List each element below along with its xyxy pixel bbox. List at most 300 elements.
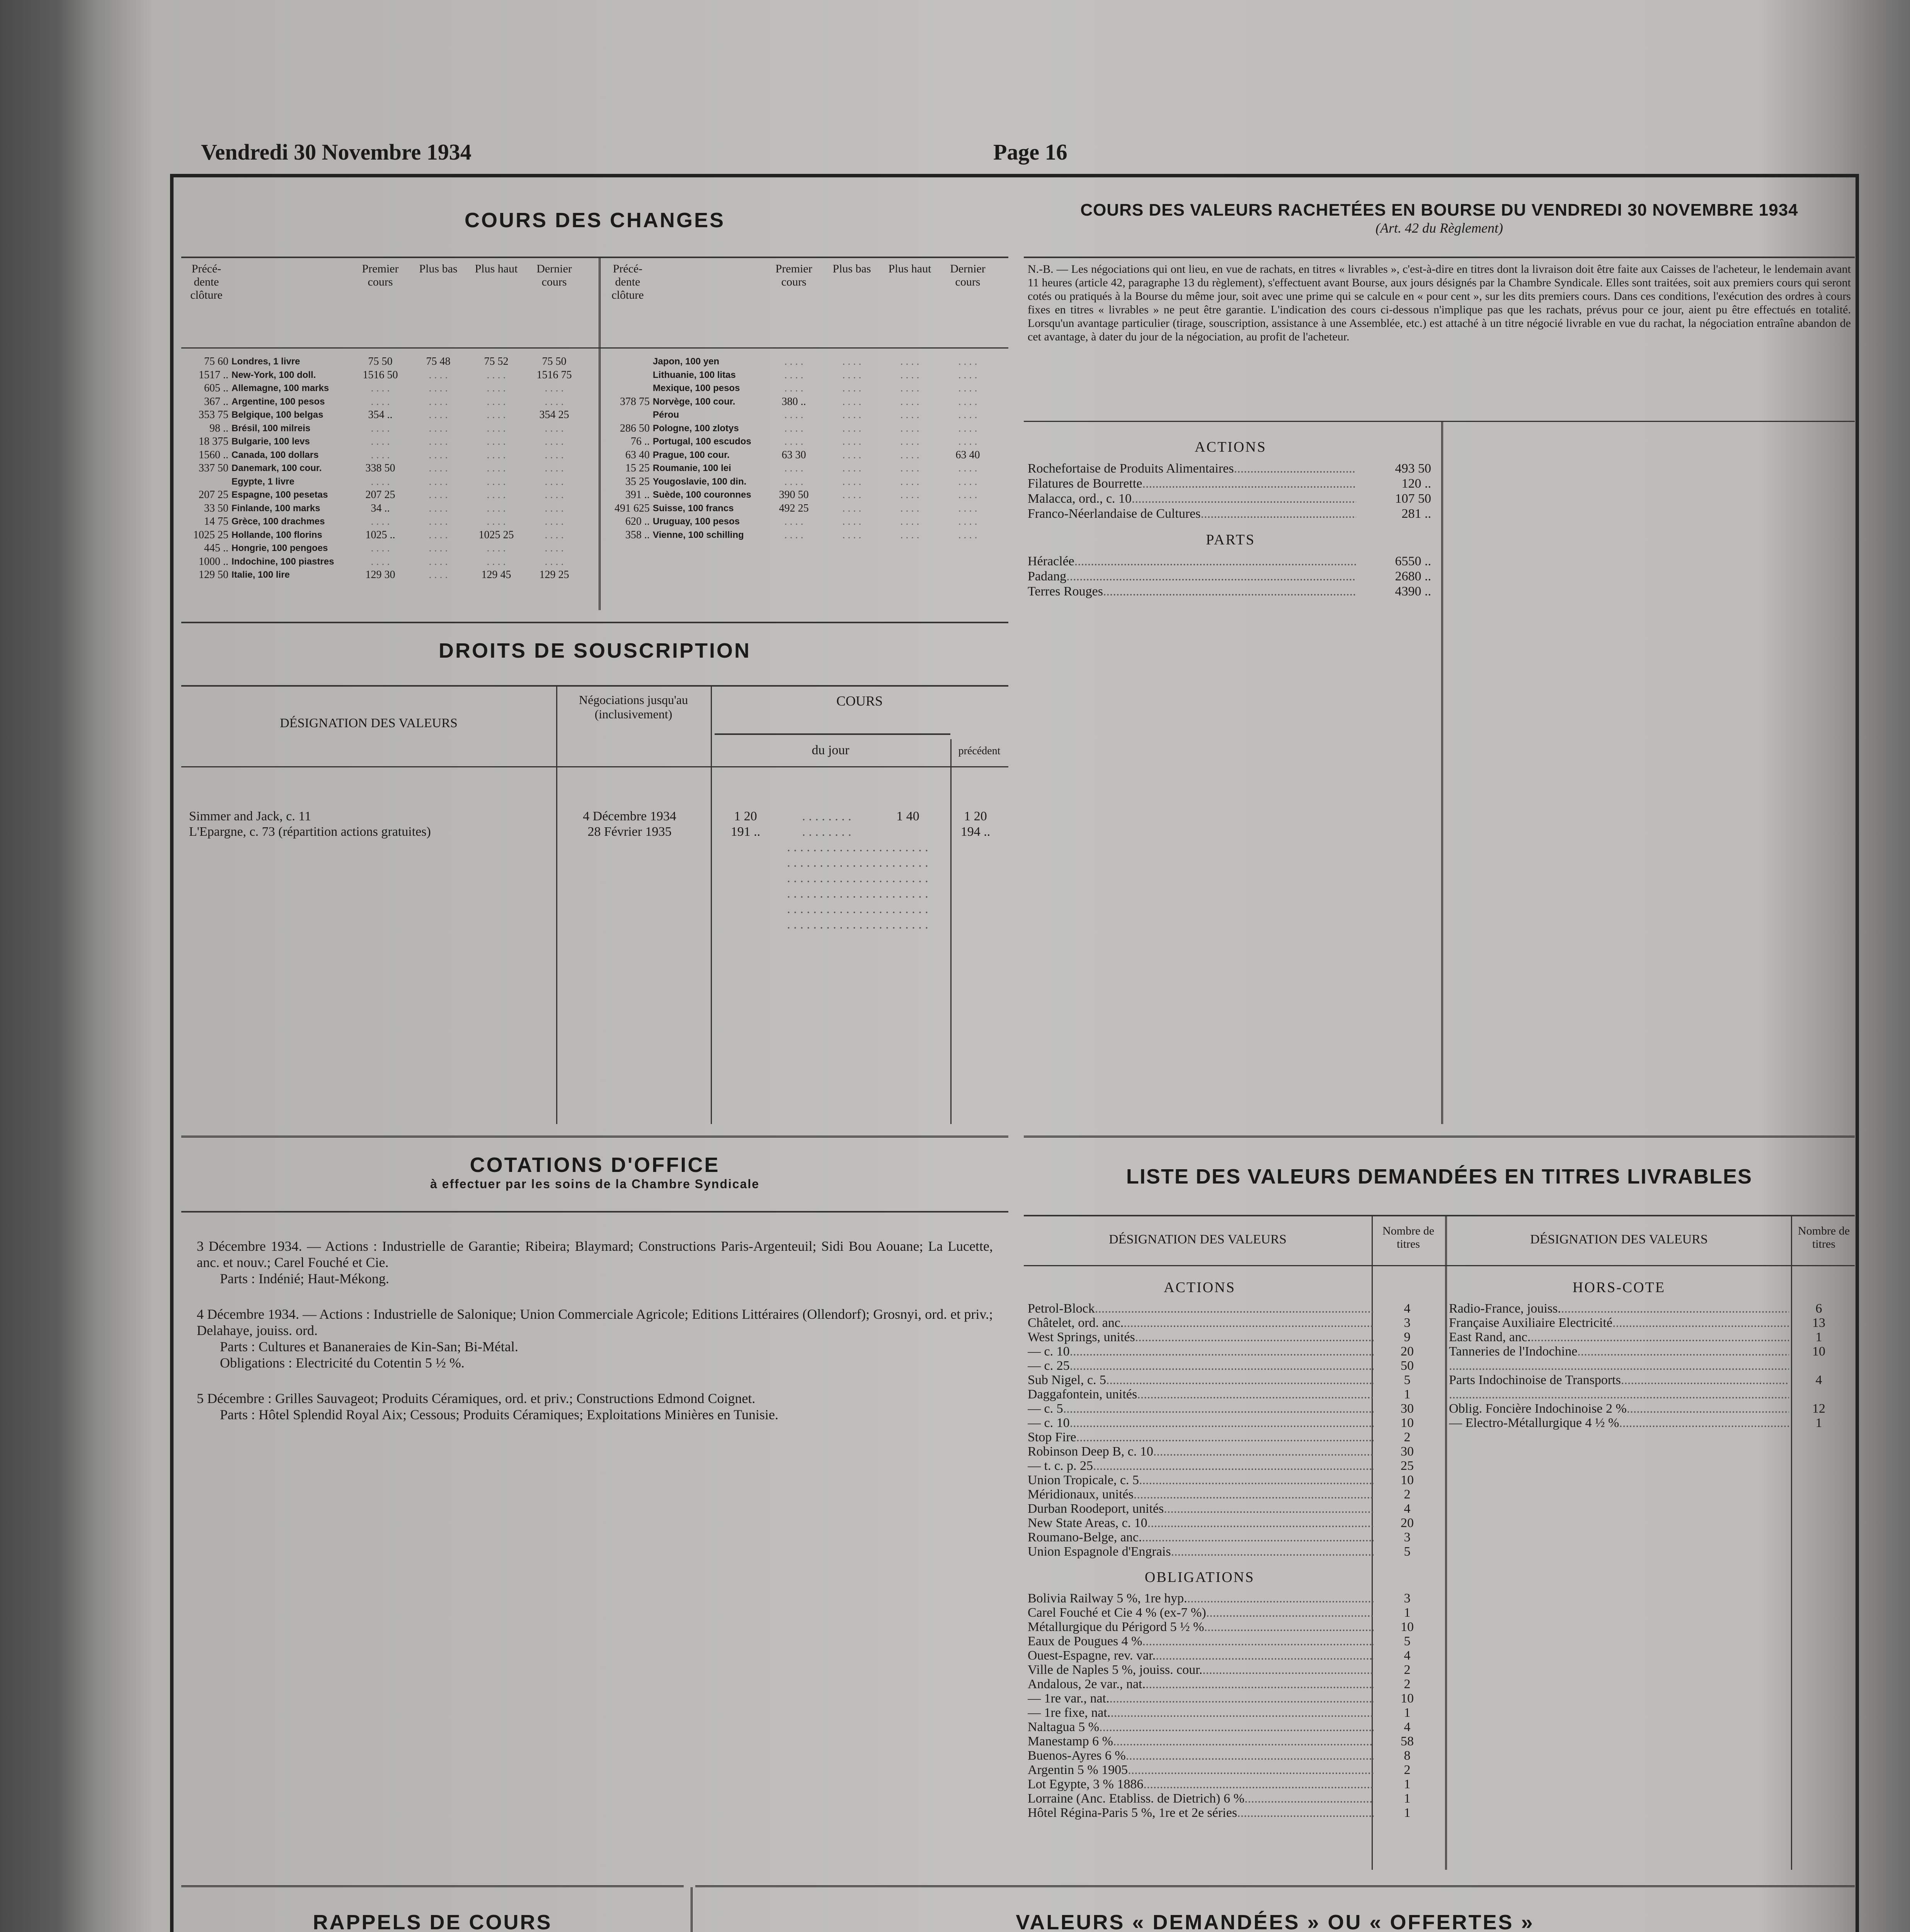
col-low: Plus bas [419,262,458,275]
leader-dots [1171,1544,1374,1559]
livrable-row [1028,1530,1443,1544]
rachetee-row [1028,554,1433,569]
rachetee-row [1028,461,1433,476]
leader-dots [1137,1387,1374,1401]
item-value: 2680 .. [1395,569,1431,583]
item-value: 50 [1401,1359,1414,1373]
item-label: — c. 25 [1028,1359,1070,1373]
rate-value: . . . . [487,502,506,514]
exchange-row [181,408,595,422]
item-value: 2 [1404,1487,1411,1502]
rate-value: . . . . [842,449,861,461]
cotation-head: 5 Décembre : Grilles Sauvageot; Produits Céramiques, ord. et priv.; Constructions Edmond Coignet. [197,1391,756,1406]
rate-value: . . . . [900,502,919,514]
currency-name: Uruguay, 100 pesos [653,516,740,527]
rate-value: . . . . [842,435,861,447]
prev-close: 33 50 [204,502,228,514]
rate-value: 354 25 [539,409,569,421]
item-label: — 1re var., nat. [1028,1691,1110,1706]
item-value: 107 50 [1395,492,1431,506]
item-value: 3 [1404,1530,1411,1544]
rachetee-row [1028,476,1433,491]
item-value: 5 [1404,1544,1411,1559]
rachetee-row [1028,491,1433,506]
leader-dots [1627,1401,1789,1416]
item-label: Rochefortaise de Produits Alimentaires [1028,461,1234,476]
rate-value: 75 48 [426,355,451,367]
rate-value: 75 50 [368,355,393,367]
rate-value: . . . . [429,489,448,501]
item-value: 30 [1401,1444,1414,1459]
exchange-row [603,475,1004,489]
prev-close: 18 375 [199,435,228,447]
prev-close: 15 25 [625,462,650,474]
leader-dots [1135,1330,1374,1344]
rate-value: . . . . [371,435,390,447]
rate-value: . . . . [842,395,861,408]
livrable-row [1449,1344,1851,1359]
item-label: Union Espagnole d'Engrais [1028,1544,1171,1559]
rate-value: . . . . [487,542,506,554]
rachetee-row [1028,569,1433,584]
rate-value: . . . . [429,515,448,527]
livrable-row [1028,1301,1443,1316]
item-label: — t. c. p. 25 [1028,1459,1093,1473]
livrable-row [1449,1416,1851,1430]
item-value: 1 [1404,1706,1411,1720]
item-label: Daggafontein, unités [1028,1387,1137,1401]
rate-value: 75 52 [484,355,509,367]
leader-dots [1066,569,1356,584]
header-page-number: Page 16 [993,139,1067,165]
column-divider [1445,1215,1447,1870]
rate-value: . . . . [487,422,506,434]
livrable-row [1028,1763,1443,1777]
leader-dots [1128,1763,1374,1777]
leader-dots [1621,1373,1789,1387]
item-label: Padang [1028,569,1067,583]
prev-close: 445 .. [204,542,228,554]
rate-value: . . . . [842,502,861,514]
souscription-col-cours: COURS [836,693,883,709]
item-value [1789,1387,1851,1401]
currency-name: Danemark, 100 cour. [232,463,322,473]
rate-value: . . . . [429,409,448,421]
last-price: 1 40 [896,809,919,823]
column-divider [599,257,601,610]
leader-dots [1153,1444,1374,1459]
item-label: Ouest-Espagne, rev. var. [1028,1648,1156,1663]
leader-dots [1113,1734,1374,1748]
livrables-actions-label: ACTIONS [1164,1279,1236,1296]
rate-value: . . . . [784,369,803,381]
leader-dots [1561,1301,1789,1316]
leader-dots [1093,1459,1374,1473]
exchange-row [603,462,1004,475]
item-label: Tanneries de l'Indochine [1449,1344,1578,1359]
rate-value: . . . . [487,462,506,474]
exchange-row [603,408,1004,422]
prev-close: 391 .. [625,489,650,501]
empty-cell [181,901,707,917]
item-value: 10 [1401,1691,1414,1706]
livrable-row [1028,1677,1443,1691]
changes-header-right [603,262,1004,302]
exchange-row [181,355,595,369]
rate-value: . . . . [545,435,564,447]
rate-value: . . . . [487,409,506,421]
leader-dots [1095,1301,1374,1316]
rule [181,1211,1008,1213]
cotation-line: Parts : Indénié; Haut-Mékong. [220,1271,389,1286]
prev-close: 1560 .. [199,449,228,461]
rate-value: . . . . [545,489,564,501]
livrable-row [1028,1544,1443,1559]
empty-row [181,917,1008,932]
currency-name: Vienne, 100 schilling [653,529,744,540]
rate-value: . . . . [784,435,803,447]
rate-value: . . . . [842,529,861,541]
item-label: East Rand, anc. [1449,1330,1531,1344]
rate-value: . . . . [900,435,919,447]
livrables-obligations-label: OBLIGATIONS [1144,1569,1255,1585]
item-label: Robinson Deep B, c. 10 [1028,1444,1153,1459]
leader-dots [1142,1634,1374,1648]
rate-value: . . . . [545,542,564,554]
value-name: L'Epargne, c. 73 (répartition actions gratuites) [189,825,431,839]
prev-close: 76 .. [631,435,650,447]
cotations-title: COTATIONS D'OFFICE [470,1153,720,1177]
prev-close: 337 50 [199,462,228,474]
livrable-row [1028,1444,1443,1459]
page-frame [170,174,1859,1932]
item-value: 20 [1401,1344,1414,1359]
livrable-row [1028,1316,1443,1330]
rachetees-parts [1028,554,1433,599]
col-prev: Précé-dente clôture [190,262,223,301]
item-label: Malacca, ord., c. 10 [1028,492,1132,506]
leader-dots [1134,1487,1374,1502]
rate-value: . . . . [429,529,448,541]
exchange-row [181,555,595,569]
rate-value: . . . . [900,449,919,461]
col-prev: Précé-dente clôture [611,262,644,301]
exchange-row [181,462,595,475]
rate-value: . . . . [900,409,919,421]
exchange-row [603,422,1004,435]
leader-dots [1156,1648,1374,1663]
currency-name: Canada, 100 dollars [232,449,319,460]
item-value: 6550 .. [1395,554,1431,568]
empty-row [181,855,1008,871]
livrable-row [1449,1316,1851,1330]
currency-name: Portugal, 100 escudos [653,436,751,447]
column-divider [1441,421,1443,1124]
prev-close: 605 .. [204,382,228,394]
rate-value: . . . . [371,542,390,554]
exchange-row [603,382,1004,395]
item-label: Lot Egypte, 3 % 1886 [1028,1777,1144,1791]
col-gap [653,262,765,302]
currency-name: Suisse, 100 francs [653,503,734,514]
exchange-row [181,449,595,462]
cotation-entry [197,1306,993,1371]
prev-close: 620 .. [625,515,650,527]
rate-value: 207 25 [365,489,395,501]
currency-name: Suède, 100 couronnes [653,490,751,500]
leader-dots [1449,1359,1789,1373]
item-label: Roumano-Belge, anc. [1028,1530,1142,1544]
prev-close: 286 50 [620,422,650,434]
livrable-row [1028,1734,1443,1748]
livrables-horscote [1449,1301,1851,1430]
changes-panel [181,185,1008,610]
rachetees-title: COURS DES VALEURS RACHETÉES EN BOURSE DU VENDREDI 30 NOVEMBRE 1934 [1080,201,1798,219]
rate-value: . . . . [371,422,390,434]
rate-value: 354 .. [368,409,393,421]
empty-cell [181,871,707,886]
item-label: Méridionaux, unités [1028,1487,1134,1502]
currency-name: Grèce, 100 drachmes [232,516,325,527]
changes-table-left [181,355,595,582]
rate-value: . . . . [371,449,390,461]
exchange-row [181,369,595,382]
rate-value: . . . . [842,462,861,474]
rappels-title: RAPPELS DE COURS [313,1911,552,1932]
item-label: Franco-Néerlandaise de Cultures [1028,507,1201,521]
livrable-row [1028,1359,1443,1373]
currency-name: Italie, 100 lire [232,570,290,580]
leader-dots [1142,1530,1374,1544]
item-label: Stop Fire [1028,1430,1076,1444]
cotations-panel [181,1136,1008,1870]
rate-value: . . . . [487,435,506,447]
exchange-row [181,435,595,449]
item-value: 3 [1404,1591,1411,1605]
col-first: Premier cours [775,262,812,288]
livrable-row [1028,1706,1443,1720]
exchange-row [603,488,1004,502]
exchange-row [603,395,1004,409]
rule [181,257,1008,258]
empty-dots: . . . . . . . . . . . . . . . . . . . . . . [787,855,928,870]
changes-header-left [181,262,595,302]
currency-name: Mexique, 100 pesos [653,383,740,393]
rachetees-parts-label: PARTS [1206,532,1255,548]
leader-dots [1124,1316,1374,1330]
leader-dots [1143,1777,1374,1791]
rate-value: . . . . [958,515,977,527]
leader-dots [1619,1416,1789,1430]
rate-value: 1025 25 [478,529,514,541]
rate-value: . . . . [784,422,803,434]
cotations-entries [197,1238,993,1442]
exchange-row [181,488,595,502]
item-value: 4 [1404,1648,1411,1663]
item-value: 10 [1812,1344,1825,1359]
prev-close: 378 75 [620,395,650,408]
leader-dots [1147,1516,1374,1530]
changes-table-right [603,355,1004,542]
leader-dots [1237,1806,1374,1820]
rate-value: . . . . [842,355,861,367]
leader-dots [1110,1691,1374,1706]
item-value: 4 [1815,1373,1822,1387]
rate-value: . . . . [429,435,448,447]
livrable-row [1449,1301,1851,1316]
item-label: Bolivia Railway 5 %, 1re hyp. [1028,1591,1187,1605]
rate-value: . . . . [429,542,448,554]
livrable-row [1028,1806,1443,1820]
item-value: 1 [1815,1330,1822,1344]
item-label: Sub Nigel, c. 5 [1028,1373,1107,1387]
item-label: Petrol-Block [1028,1301,1095,1316]
rachetees-panel [1024,185,1855,1124]
prev-close [181,475,232,489]
item-label: Carel Fouché et Cie 4 % (ex-7 %) [1028,1605,1206,1620]
rate-value: . . . . [900,382,919,394]
empty-row [181,871,1008,886]
empty-dots: . . . . . . . . . . . . . . . . . . . . . . [787,840,928,854]
item-label: — c. 10 [1028,1416,1070,1430]
leader-dots [1070,1359,1374,1373]
souscription-col-jour: du jour [812,743,849,757]
rate-value: . . . . [429,395,448,408]
rate-value: 380 .. [781,395,806,408]
rate-value: . . . . [900,355,919,367]
rate-value: . . . . [429,462,448,474]
livrable-row [1449,1359,1851,1373]
rate-value: . . . . [900,369,919,381]
item-label: Française Auxiliaire Electricité [1449,1316,1612,1330]
col-low: Plus bas [832,262,871,275]
livrable-row [1028,1487,1443,1502]
rate-value: . . . . [487,395,506,408]
item-value: 1 [1404,1387,1411,1401]
leader-dots [1201,506,1357,521]
demandees-title: VALEURS « DEMANDÉES » OU « OFFERTES » [1016,1911,1534,1932]
rate-value: . . . . [900,489,919,501]
rule [1024,1215,1855,1216]
rate-value: . . . . [487,555,506,568]
item-label: West Springs, unités [1028,1330,1135,1344]
souscription-title: DROITS DE SOUSCRIPTION [438,639,751,662]
exchange-row [181,542,595,555]
livrable-row [1028,1605,1443,1620]
rate-value: . . . . [545,529,564,541]
item-value: 25 [1401,1459,1414,1473]
livrable-row [1028,1516,1443,1530]
rule [1024,421,1855,422]
prev-close [603,382,653,395]
cotation-entry [197,1238,993,1287]
header-date: Vendredi 30 Novembre 1934 [201,139,472,165]
livrables-horscote-label: HORS-COTE [1572,1279,1666,1296]
rate-value: . . . . [429,502,448,514]
rate-value: . . . . [429,422,448,434]
livrable-row [1028,1387,1443,1401]
rate-value: . . . . [958,435,977,447]
exchange-row [603,435,1004,449]
empty-dots: . . . . . . . . . . . . . . . . . . . . . . [787,871,928,885]
livrable-row [1449,1387,1851,1401]
rate-value: . . . . [842,489,861,501]
currency-name: Pologne, 100 zlotys [653,423,739,434]
rate-value: 63 30 [781,449,806,461]
rate-value: . . . . [958,382,977,394]
item-value: 10 [1401,1473,1414,1487]
item-label: Eaux de Pougues 4 % [1028,1634,1142,1648]
demandees-panel [695,1885,1855,1932]
item-value: 58 [1401,1734,1414,1748]
item-value: 20 [1401,1516,1414,1530]
exchange-row [181,422,595,435]
item-value: 10 [1401,1416,1414,1430]
leader-dots [1142,476,1356,491]
item-label: Terres Rouges [1028,584,1103,599]
exchange-row [181,568,595,582]
empty-cell [181,855,707,871]
nego-date: 4 Décembre 1934 [583,809,676,823]
item-value: 30 [1401,1401,1414,1416]
rate-value: . . . . [784,475,803,488]
cotation-head: 4 Décembre 1934. — Actions : Industrielle de Salonique; Union Commerciale Agricole; Editions Littéraires (Ollendorf); Grosnyi, ord. et priv.; Delahaye, jouiss. ord. [197,1306,993,1338]
col-first: Premier cours [362,262,399,288]
rate-value: . . . . [545,382,564,394]
rachetees-actions [1028,461,1433,521]
leader-dots [1070,1416,1374,1430]
item-label: Manestamp 6 % [1028,1734,1113,1748]
exchange-row [603,355,1004,369]
livrable-row [1028,1330,1443,1344]
rate-value: . . . . [545,475,564,488]
rate-value: . . . . [842,382,861,394]
prev-close: 1517 .. [199,369,228,381]
exchange-row [181,475,595,489]
rate-value: . . . . [545,422,564,434]
nego-date: 28 Février 1935 [587,825,672,839]
rachetees-subtitle: (Art. 42 du Règlement) [1375,220,1503,236]
rate-value: . . . . [958,422,977,434]
livrables-title: LISTE DES VALEURS DEMANDÉES EN TITRES LIVRABLES [1126,1165,1753,1188]
item-label: — c. 10 [1028,1344,1070,1359]
rate-value: 75 50 [542,355,567,367]
item-value: 10 [1401,1620,1414,1634]
prev-close [603,408,653,422]
rate-value: . . . . [545,449,564,461]
first-price: 191 .. [730,825,761,839]
cotations-subtitle: à effectuer par les soins de la Chambre Syndicale [430,1177,760,1191]
exchange-row [181,502,595,515]
rule [1024,1265,1855,1266]
currency-name: Indochine, 100 piastres [232,556,334,567]
livrable-row [1028,1502,1443,1516]
rate-value: . . . . [371,515,390,527]
rate-value: . . . . [842,515,861,527]
leader-dots [1110,1706,1374,1720]
rate-value: . . . . [429,475,448,488]
rate-value: 129 45 [481,569,511,581]
currency-name: Belgique, 100 belgas [232,410,323,420]
prev-close: 367 .. [204,395,228,408]
rate-value: 1516 75 [536,369,572,381]
livrables-col-nombre: Nombre de titres [1382,1225,1435,1250]
rachetees-list [1028,429,1433,599]
rate-value: . . . . [487,515,506,527]
currency-name: Prague, 100 cour. [653,449,730,460]
currency-name: Argentine, 100 pesos [232,396,325,407]
rate-value: . . . . [842,369,861,381]
